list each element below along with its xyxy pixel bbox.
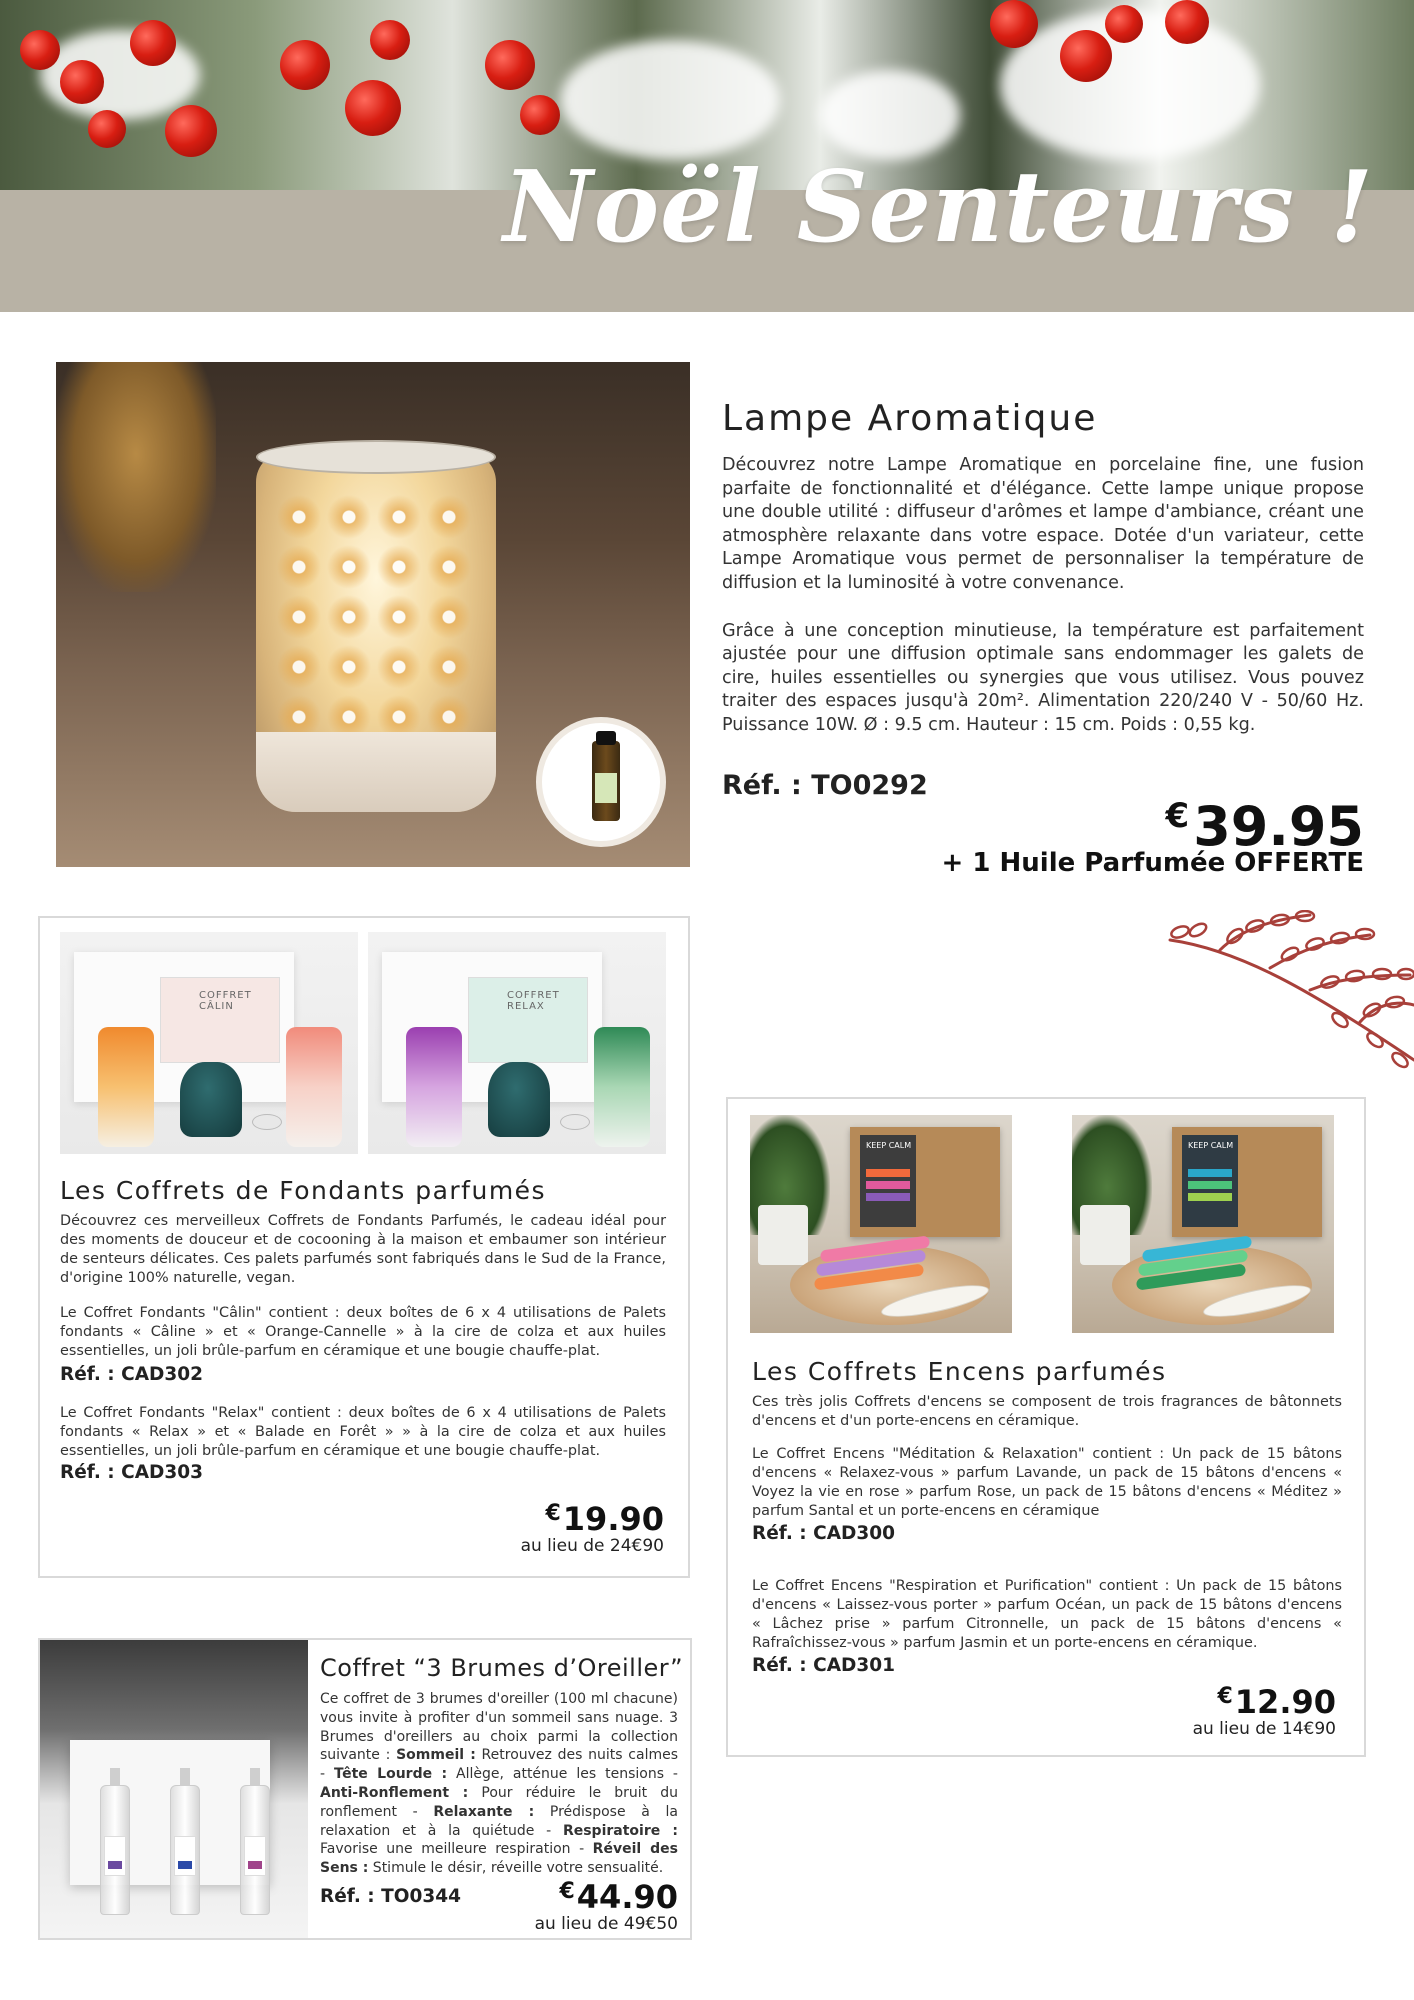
encens-card — [726, 1097, 1366, 1757]
brumes-text: Ce coffret de 3 brumes d'oreiller (100 ml chacune) vous invite à profiter d'un sommeil sans nuage. 3 Brumes d'oreillers au choix parmi la collection suivante : — [320, 1691, 678, 1764]
brumes-text: Prédispose à la relaxation et à la quiétude - — [320, 1803, 678, 1839]
coffret-calin-photo — [60, 932, 358, 1154]
lamp-desc-paragraph: Grâce à une conception minutieuse, la température est parfaitement ajustée pour une diffusion optimale sans endommager les galets de cire, huiles essentielles ou synergies que vous utilisez. Vous pouvez traiter des espaces jusqu'à 20m². Alimentation 220/240 V - 50/60 Hz. Puissance 10W. Ø : 9.5 cm. Hauteur : 15 cm. Poids : 0,55 kg. — [722, 620, 1364, 735]
fondants-title: Les Coffrets de Fondants parfumés — [60, 1176, 547, 1205]
encens-respiration-ref: Réf. : CAD301 — [752, 1655, 896, 1676]
brumes-variant: Relaxante : — [433, 1803, 535, 1820]
encens-intro: Ces très jolis Coffrets d'encens se composent de trois fragrances de bâtonnets d'encens et d'un porte-encens en céramique. — [752, 1394, 1342, 1429]
lamp-offer: + 1 Huile Parfumée OFFERTE — [941, 848, 1364, 878]
encens-respiration-desc: Le Coffret Encens "Respiration et Purification" contient : Un pack de 15 bâtons d'encens « Laissez-vous porter » parfum Océan, un pack de 15 bâtons d'encens « Lâchez prise » parfum Citronnelle, un pack de 15 bâtons d'encens « Rafraîchissez-vous » parfum Jasmin et un porte-encens en céramique. — [752, 1578, 1342, 1651]
encens-title: Les Coffrets Encens parfumés — [752, 1357, 1167, 1386]
buddha-statue — [56, 362, 216, 592]
fondants-price — [545, 1500, 664, 1538]
encens-price — [1217, 1683, 1336, 1721]
brumes-title: Coffret “3 Brumes d’Oreiller” — [320, 1654, 684, 1682]
lamp-reference: Réf. : TO0292 — [722, 770, 928, 801]
brumes-variant: Respiratoire : — [562, 1822, 678, 1839]
lamp-photo — [56, 362, 690, 867]
currency-symbol: € — [1165, 796, 1190, 836]
currency-symbol: € — [545, 1501, 561, 1526]
burner-icon — [488, 1062, 550, 1137]
coffret-label: COFFRET RELAX — [507, 990, 560, 1012]
brumes-ref: Réf. : TO0344 — [320, 1886, 461, 1907]
lamp-title: Lampe Aromatique — [722, 398, 1098, 439]
currency-symbol: € — [1217, 1684, 1233, 1709]
aroma-lamp — [256, 452, 496, 812]
fondants-relax-ref: Réf. : CAD303 — [60, 1462, 204, 1483]
keep-calm-label: KEEP CALM — [1188, 1141, 1234, 1150]
brumes-photo — [40, 1640, 308, 1938]
brumes-variant: Réveil des Sens : — [320, 1841, 678, 1877]
fondants-calin-ref: Réf. : CAD302 — [60, 1364, 204, 1385]
coffret-respiration-photo — [1072, 1115, 1334, 1333]
coffret-meditation-photo — [750, 1115, 1012, 1333]
encens-old-price: au lieu de 14€90 — [1192, 1719, 1336, 1739]
encens-meditation-desc: Le Coffret Encens "Méditation & Relaxation" contient : Un pack de 15 bâtons d'encens « Relaxez-vous » parfum Lavande, un pack de 15 bâtons d'encens « Voyez la vie en rose » parfum Rose, un pack de 15 bâtons d'encens « Méditez » parfum Santal et un porte-encens en céramique — [752, 1446, 1342, 1519]
coffret-label: COFFRET CÂLIN — [199, 990, 252, 1012]
brumes-card — [38, 1638, 692, 1940]
encens-meditation-ref: Réf. : CAD300 — [752, 1523, 896, 1544]
branch-decoration — [1160, 910, 1414, 1080]
brumes-text: Favorise une meilleure respiration - — [320, 1841, 593, 1858]
aroma-lamp-bowl — [256, 440, 496, 474]
keep-calm-label: KEEP CALM — [866, 1141, 912, 1150]
fondants-old-price: au lieu de 24€90 — [520, 1536, 664, 1556]
price-value: 44.90 — [576, 1878, 678, 1916]
brumes-text: Retrouvez des nuits calmes - — [320, 1747, 678, 1783]
coffret-relax-photo — [368, 932, 666, 1154]
brumes-variant: Anti-Ronflement : — [320, 1784, 469, 1801]
price-value: 19.90 — [562, 1500, 664, 1538]
fondants-intro: Découvrez ces merveilleux Coffrets de Fondants Parfumés, le cadeau idéal pour des moments de douceur et de cocooning à la maison et embaumer son intérieur de senteurs délicates. Ces palets parfumés sont fabriqués dans le Sud de la France, d'origine 100% naturelle, vegan. — [60, 1213, 666, 1286]
oil-bottle-icon — [592, 741, 620, 821]
brumes-text: Pour réduire le bruit du ronflement - — [320, 1784, 678, 1820]
price-value: 12.90 — [1234, 1683, 1336, 1721]
brumes-text: Stimule le désir, réveille votre sensualité. — [368, 1860, 664, 1877]
brumes-price — [559, 1878, 678, 1916]
lamp-description — [722, 454, 1364, 738]
page-title: Noël Senteurs ! — [503, 150, 1374, 265]
fondants-relax-desc: Le Coffret Fondants "Relax" contient : deux boîtes de 6 x 4 utilisations de Palets fondants « Relax » et « Balade en Forêt » » à la cire de colza et aux huiles essentielles, un joli brûle-parfum en céramique et une bougie chauffe-plat. — [60, 1405, 666, 1459]
lamp-desc-paragraph: Découvrez notre Lampe Aromatique en porcelaine fine, une fusion parfaite de fonctionnalité et d'élégance. Cette lampe unique propose une double utilité : diffuseur d'arômes et lampe d'ambiance, créant une atmosphère relaxante dans votre espace. Dotée d'un variateur, cette Lampe Aromatique vous permet de personnaliser la température de diffusion et la luminosité à votre convenance. — [722, 455, 1364, 593]
brumes-variant: Tête Lourde : — [334, 1766, 448, 1783]
fondants-calin-desc: Le Coffret Fondants "Câlin" contient : deux boîtes de 6 x 4 utilisations de Palets fondants « Câline » et « Orange-Cannelle » à la cire de colza et aux huiles essentielles, un joli brûle-parfum en céramique et une bougie chauffe-plat. — [60, 1305, 666, 1359]
oil-bottle-badge — [536, 717, 666, 847]
brumes-text: Allège, atténue les tensions - — [447, 1766, 678, 1783]
currency-symbol: € — [559, 1879, 575, 1904]
price-value: 39.95 — [1193, 795, 1364, 858]
burner-icon — [180, 1062, 242, 1137]
brumes-old-price: au lieu de 49€50 — [534, 1914, 678, 1934]
fondants-card — [38, 916, 690, 1578]
brumes-variant: Sommeil : — [396, 1747, 476, 1764]
brumes-description — [320, 1690, 678, 1878]
